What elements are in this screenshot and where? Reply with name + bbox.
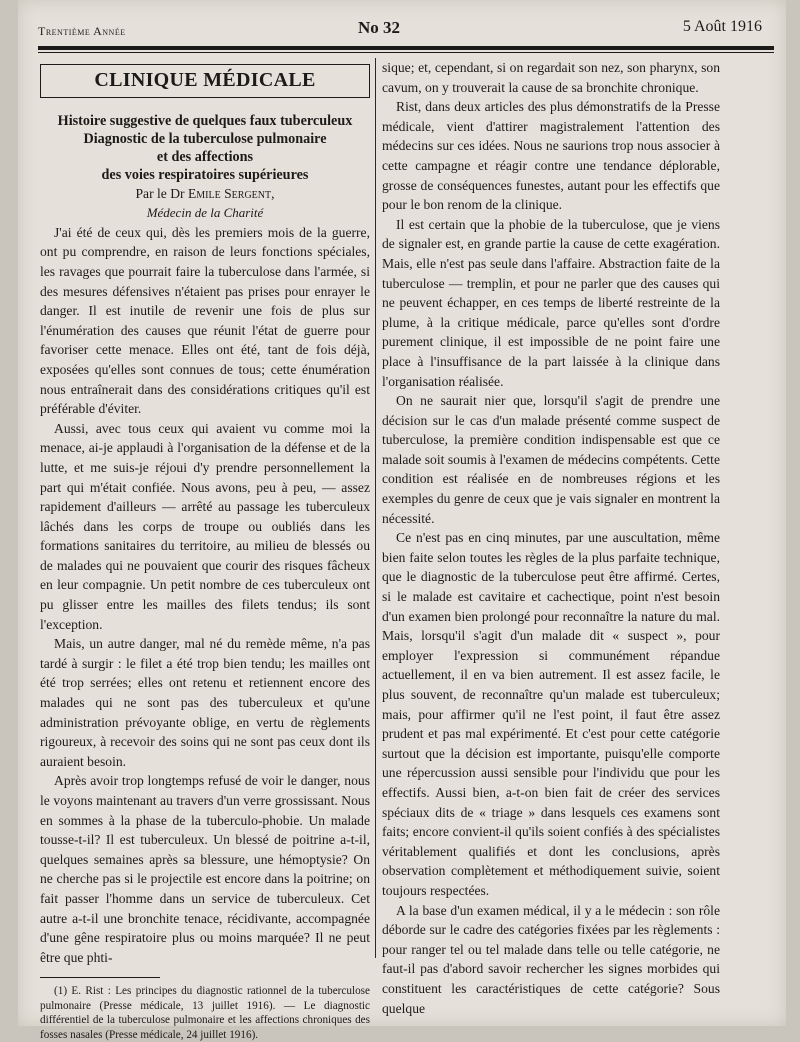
left-column	[40, 58, 370, 1042]
byline-prefix: Par le Dr	[135, 185, 185, 201]
body-paragraph: Rist, dans deux articles des plus démonstratifs de la Presse médicale, vient d'attirer magistralement l'attention des médecins sur ces idées. Nous ne saurions trop nous associer à cette campagne et réagir contre une tendance déplorable, grosse de conséquences funestes, autant pour les effectifs que pour le bon renom de la clinique.	[382, 99, 720, 213]
volume-label: Trentième Année	[38, 24, 126, 38]
article-title-line: des voies respiratoires supérieures	[101, 166, 309, 183]
body-paragraph: Aussi, avec tous ceux qui avaient vu comme moi la menace, ai-je applaudi à l'organisation de la défense et de la lutte, et me suis-je réjoui d'y prendre personnellement la part qui m'était confiée. Nous avons, peu à peu, — assez rapidement d'ailleurs — arrêté au passage les tuberculeux lâchés dans les corps de troupe ou oubliés dans les formations sanitaires du territoire, au milieu de blessés ou de malades qui ne pouvaient que courir des risques fâcheux en leur compagnie. Un petit nombre de ces tuberculeux ont pu glisser entre les mailles des filets tendus; ils sont l'exception.	[40, 420, 370, 632]
running-header	[38, 18, 772, 44]
issue-number: No 32	[358, 18, 401, 37]
author-name: Emile Sergent,	[187, 185, 275, 201]
body-paragraph: J'ai été de ceux qui, dès les premiers mois de la guerre, ont pu comprendre, en raison de leurs fonctions spéciales, les ravages que pourrait faire la tuberculose dans l'armée, si des mesures défensives n'étaient pas prises pour enrayer le danger. Il est inutile de revenir une fois de plus sur l'énumération des causes que réunit l'état de guerre pour favoriser cette menace. Elles ont été, tant de fois déjà, exposées qu'elles sont connues de tous; cette énumération nous entraînerait dans des considérations critiques qu'il est préférable d'éviter.	[40, 224, 370, 417]
article-title-line: et des affections	[156, 148, 254, 165]
header-rule-thick	[38, 46, 774, 50]
byline	[40, 184, 370, 204]
body-paragraph: Il est certain que la phobie de la tuberculose, que je viens de signaler est, en grande partie la cause de cette exagération. Mais, elle n'est pas seule dans l'affaire. Abstraction faite de la tuberculose — tremplin, et pour ne parler que des causes qui ne peuvent échapper, en ces temps de liberté restreinte de la plume, à la critique médicale, parce qu'elles sont d'ordre purement clinique, il est impossible de ne point faire une place à l'insuffisance de la part laissée à la clinique dans l'organisation réalisée.	[382, 216, 720, 389]
author-affiliation: Médecin de la Charité	[146, 205, 264, 221]
article-title-line: Histoire suggestive de quelques faux tuberculeux	[57, 112, 353, 129]
body-paragraph: sique; et, cependant, si on regardait son nez, son pharynx, son cavum, on y trouverait la cause de sa bronchite chronique.	[382, 60, 720, 95]
body-paragraph: Après avoir trop longtemps refusé de voir le danger, nous le voyons maintenant au travers d'un verre grossissant. Nous en sommes à la phase de la tuberculo-phobie. Un malade tousse-t-il? Il est tuberculeux. Un blessé de poitrine a-t-il, quelques semaines après sa blessure, une hémoptysie? On ne cherche pas si le projectile est encore dans la poitrine; on fait passer l'homme dans un service de tuberculeux. Cet autre a-t-il une bronchite tenace, récidivante, accompagnée d'une gêne respiratoire plus ou moins marquée? Il ne peut être que phti-	[40, 773, 370, 965]
body-paragraph: Mais, un autre danger, mal né du remède même, n'a pas tardé à surgir : le filet a été trop bien tendu; les mailles ont été trop serrées; elles ont retenu et retiennent encore des malades qui ne sont pas des tuberculeux et qu'une administration prévoyante oblige, en vertu de règlements rigoureux, à recevoir des soins qui ne sont pas ceux dont ils auraient besoin.	[40, 636, 370, 769]
footnote-rule	[40, 977, 160, 978]
article-title-line: Diagnostic de la tuberculose pulmonaire	[83, 130, 327, 147]
right-column	[382, 58, 720, 1018]
header-rule-thin	[38, 52, 774, 53]
footnote: (1) E. Rist : Les principes du diagnostic rationnel de la tuberculose pulmonaire (Presse médicale, 13 juillet 1916). — Le diagnostic différentiel de la tuberculose pulmonaire et les affections chroniques des fosses nasales (Presse médicale, 24 juillet 1916).	[40, 985, 370, 1041]
section-title: CLINIQUE MÉDICALE	[40, 64, 370, 98]
body-paragraph: Ce n'est pas en cinq minutes, par une auscultation, même bien faite selon toutes les règles de la plus parfaite technique, que le diagnostic de la tuberculose peut être affirmé. Certes, si le malade est cavitaire et cachectique, point n'est besoin d'un examen bien prolongé pour reconnaître la nature du mal. Mais, lorsqu'il s'agit d'un malade dit « suspect », pour employer l'expression si communément répandue actuellement, il en va bien autrement. Il est assez facile, le plus souvent, de reconnaître qu'un malade est tuberculeux; mais, pour affirmer qu'il ne l'est point, il faut être assez prudent et pas mal expérimenté. Et c'est pour cette catégorie surtout que la décision est importante, puisqu'elle comporte une répercussion aussi sensible pour l'individu que pour les effectifs. Aussi bien, a-t-on bien fait de créer des services spéciaux dits de « triage » dans lesquels ces examens sont faits; encore convient-il qu'ils soient confiés à des spécialistes véritablement qualifiés et dont les conclusions, après observation complètement et méthodiquement suivie, soient toujours respectées.	[382, 530, 720, 898]
journal-page	[18, 0, 786, 1041]
body-paragraph: A la base d'un examen médical, il y a le médecin : son rôle déborde sur le cadre des catégories fixées par les règlements : pour ranger tel ou tel malade dans telle ou telle catégorie, ne faut-il pas d'abord savoir rechercher les signes morbides qui constituent les caractéristiques de cette catégorie? Sous quelque	[382, 902, 720, 1016]
column-divider	[375, 58, 376, 958]
issue-date: 5 Août 1916	[682, 18, 762, 35]
body-paragraph: On ne saurait nier que, lorsqu'il s'agit de prendre une décision sur le cas d'un malade présenté comme suspect de tuberculose, la première condition indispensable est que ce malade soit soumis à l'examen de médecins compétents. Cette condition est réalisée en de nombreuses régions et les exemples du genre de ceux que je vais signaler en montrent la nécessité.	[382, 393, 720, 526]
